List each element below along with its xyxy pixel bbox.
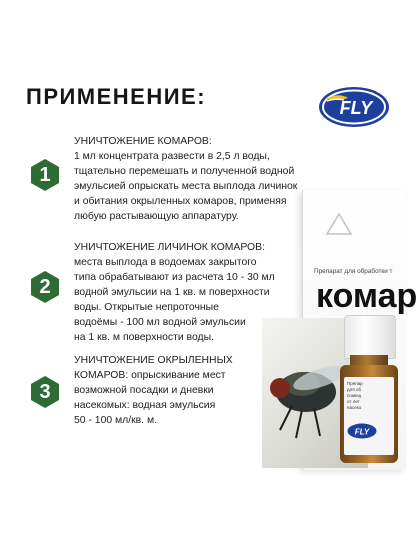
- step-3-number: 3: [39, 380, 51, 403]
- step-1-line: 1 мл концентрата развести в 2,5 л воды,: [74, 151, 270, 162]
- bottle-label-text: Препар для об помещ от лет насеко: [347, 381, 363, 410]
- step-2-line: типа обрабатывают из расчета 10 - 30 мл: [74, 272, 275, 283]
- step-3-line: возможной посадки и дневки: [74, 385, 214, 396]
- step-2-heading: УНИЧТОЖЕНИЕ ЛИЧИНОК КОМАРОВ:: [74, 242, 265, 253]
- step-2-line: на 1 кв. м поверхности воды.: [74, 332, 214, 343]
- product-box-small-text: Препарат для обработки т: [314, 268, 393, 275]
- product-box-title: комар: [316, 277, 417, 315]
- step-3-heading: УНИЧТОЖЕНИЕ ОКРЫЛЕННЫХ: [74, 355, 233, 366]
- bottle-logo-text: FLY: [354, 427, 370, 437]
- product-bottle: [338, 315, 400, 465]
- step-3-line: КОМАРОВ: опрыскивание мест: [74, 370, 226, 381]
- fly-logo: [318, 86, 390, 128]
- step-3-text: [74, 353, 254, 428]
- step-2-number: 2: [39, 275, 51, 298]
- step-1-line: любую растывающую аппаратуру.: [74, 211, 239, 222]
- step-1-number: 1: [39, 163, 51, 186]
- step-1-heading: УНИЧТОЖЕНИЕ КОМАРОВ:: [74, 136, 212, 147]
- step-3-badge: [28, 375, 62, 409]
- step-2-line: места выплода в водоемах закрытого: [74, 257, 257, 268]
- step-1-badge: [28, 158, 62, 192]
- step-1-line: тщательно перемешать и полученной водной: [74, 166, 295, 177]
- logo-text: FLY: [339, 98, 373, 118]
- step-2-text: [74, 240, 294, 345]
- step-2-line: водоёмы - 100 мл водной эмульсии: [74, 317, 246, 328]
- hang-hole-icon: [325, 212, 353, 236]
- step-2-line: воды. Открытые непроточные: [74, 302, 219, 313]
- step-2-badge: [28, 270, 62, 304]
- bottle-fly-logo: [347, 423, 377, 439]
- step-1-line: эмульсией опрыскать места выплода личинок: [74, 181, 298, 192]
- page-title: ПРИМЕНЕНИЕ:: [26, 84, 207, 109]
- step-2-line: водной эмульсии на 1 кв. м поверхности: [74, 287, 270, 298]
- step-3-line: насекомых: водная эмульсия: [74, 400, 216, 411]
- step-1-line: и обитания окрыленных комаров, применяя: [74, 196, 287, 207]
- step-3-line: 50 - 100 мл/кв. м.: [74, 415, 157, 426]
